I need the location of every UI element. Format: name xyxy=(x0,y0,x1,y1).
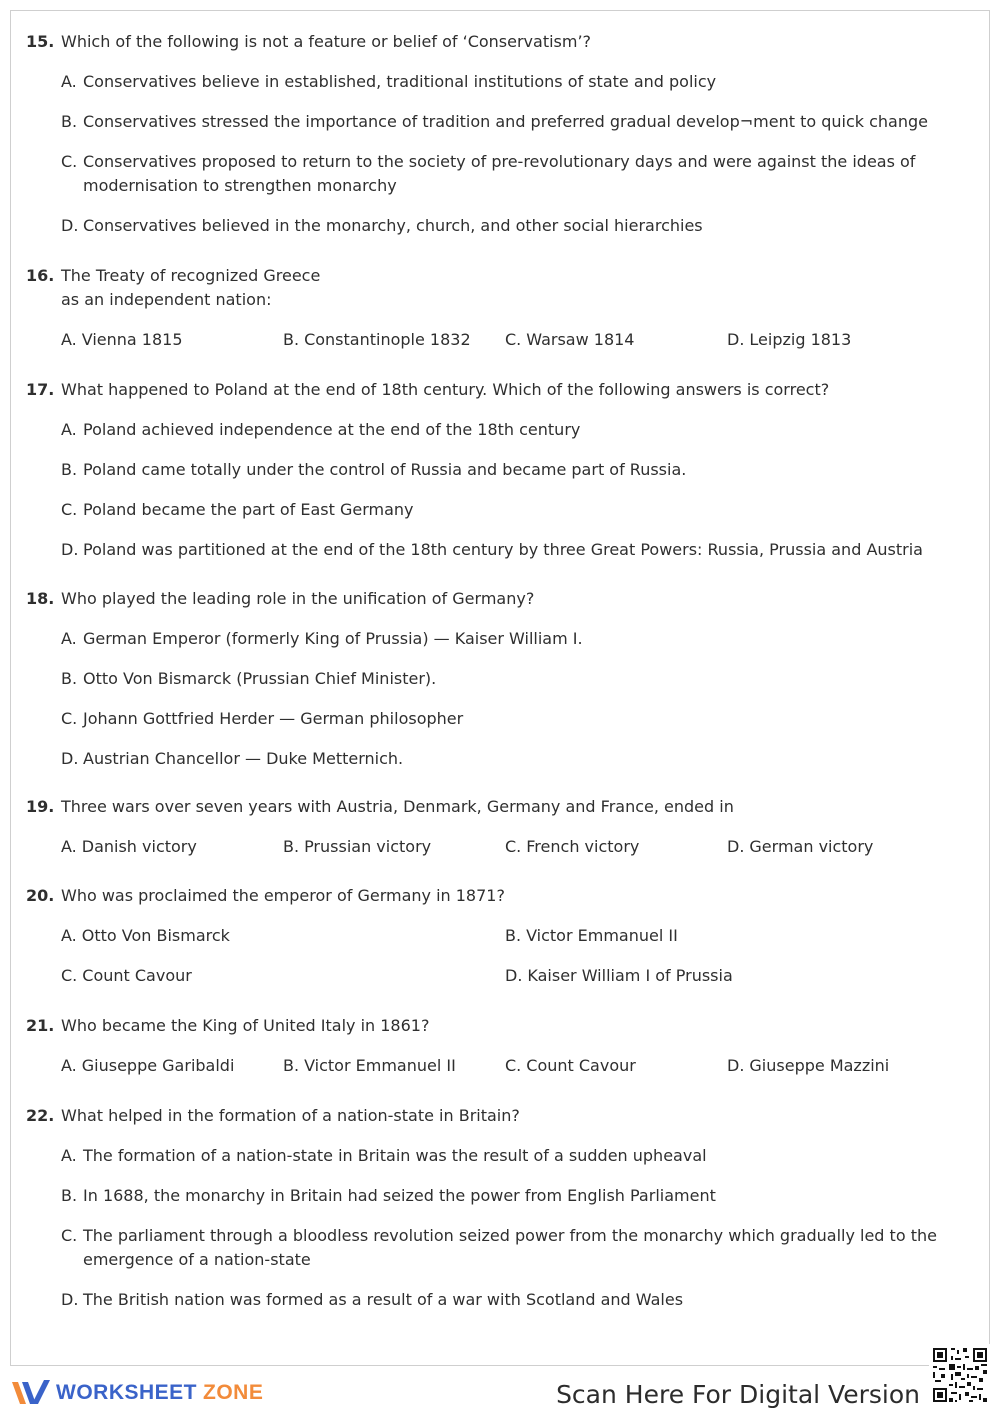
option-a[interactable] xyxy=(61,627,956,651)
option-label: C. xyxy=(61,709,78,728)
question-text-line-1: The Treaty of recognized Greece xyxy=(61,266,321,285)
question-19 xyxy=(26,795,956,859)
option-label: B. xyxy=(61,1186,78,1205)
option-text: Count Cavour xyxy=(526,1056,636,1075)
option-label: D. xyxy=(727,1056,745,1075)
option-text: Otto Von Bismarck (Prussian Chief Minister). xyxy=(83,669,437,688)
option-text: French victory xyxy=(526,837,640,856)
option-text: Conservatives proposed to return to the society of pre-revolutionary days and were against the ideas of modernisation to strengthen monarchy xyxy=(83,152,916,195)
option-label: B. xyxy=(505,926,522,945)
option-label: A. xyxy=(61,629,77,648)
option-text: Constantinople 1832 xyxy=(304,330,471,349)
worksheetzone-logo-icon xyxy=(10,1378,54,1408)
option-a[interactable] xyxy=(61,328,283,352)
option-text: German victory xyxy=(749,837,874,856)
option-label: D. xyxy=(727,330,745,349)
option-label: C. xyxy=(61,1226,78,1245)
option-c[interactable] xyxy=(61,964,505,988)
option-c[interactable] xyxy=(61,1224,956,1272)
option-label: A. xyxy=(61,1146,77,1165)
option-text: Giuseppe Garibaldi xyxy=(81,1056,235,1075)
option-text: Prussian victory xyxy=(304,837,432,856)
option-label: B. xyxy=(283,330,300,349)
option-text: Poland became the part of East Germany xyxy=(83,500,414,519)
option-text: Giuseppe Mazzini xyxy=(749,1056,890,1075)
question-text: What helped in the formation of a nation-state in Britain? xyxy=(61,1106,520,1125)
option-label: C. xyxy=(61,966,78,985)
option-label: A. xyxy=(61,926,77,945)
option-text: Warsaw 1814 xyxy=(526,330,635,349)
question-text-line-2: as an independent nation: xyxy=(61,290,272,309)
option-text: Johann Gottfried Herder — German philosopher xyxy=(83,709,464,728)
question-number: 18. xyxy=(26,589,55,608)
option-b[interactable] xyxy=(61,458,956,482)
question-number: 15. xyxy=(26,32,55,51)
option-a[interactable] xyxy=(61,1144,956,1168)
option-label: D. xyxy=(61,216,79,235)
worksheetzone-logo[interactable] xyxy=(10,1378,263,1408)
option-label: A. xyxy=(61,420,77,439)
option-label: A. xyxy=(61,1056,77,1075)
option-text: Leipzig 1813 xyxy=(749,330,852,349)
option-d[interactable] xyxy=(505,964,949,988)
option-c[interactable] xyxy=(61,707,956,731)
option-label: A. xyxy=(61,72,77,91)
qr-code-icon[interactable] xyxy=(929,1344,991,1406)
option-label: B. xyxy=(283,1056,300,1075)
option-text: Victor Emmanuel II xyxy=(526,926,678,945)
option-c[interactable] xyxy=(505,835,727,859)
option-d[interactable] xyxy=(61,1288,956,1312)
option-c[interactable] xyxy=(61,150,956,198)
option-label: A. xyxy=(61,837,77,856)
option-text: Conservatives believed in the monarchy, church, and other social hierarchies xyxy=(83,216,703,235)
option-text: Conservatives stressed the importance of tradition and preferred gradual develop¬ment to quick change xyxy=(83,112,928,131)
option-a[interactable] xyxy=(61,924,505,948)
option-text: Conservatives believe in established, traditional institutions of state and policy xyxy=(83,72,717,91)
option-b[interactable] xyxy=(283,1054,505,1078)
scan-caption: Scan Here For Digital Version xyxy=(556,1380,920,1409)
option-text: Poland came totally under the control of Russia and became part of Russia. xyxy=(83,460,687,479)
option-label: B. xyxy=(61,669,78,688)
question-text: What happened to Poland at the end of 18th century. Which of the following answers is correct? xyxy=(61,380,830,399)
option-b[interactable] xyxy=(61,667,956,691)
option-text: Poland was partitioned at the end of the 18th century by three Great Powers: Russia, Prussia and Austria xyxy=(83,540,923,559)
option-text: The British nation was formed as a result of a war with Scotland and Wales xyxy=(83,1290,684,1309)
option-d[interactable] xyxy=(727,1054,949,1078)
question-15 xyxy=(26,30,956,238)
option-label: B. xyxy=(61,112,78,131)
option-b[interactable] xyxy=(61,1184,956,1208)
option-a[interactable] xyxy=(61,835,283,859)
question-text: Who was proclaimed the emperor of Germany in 1871? xyxy=(61,886,505,905)
question-20 xyxy=(26,884,956,988)
option-d[interactable] xyxy=(61,747,956,771)
option-text: Vienna 1815 xyxy=(81,330,183,349)
option-d[interactable] xyxy=(61,214,956,238)
question-17 xyxy=(26,378,956,562)
question-22 xyxy=(26,1104,956,1312)
option-label: D. xyxy=(61,540,79,559)
option-label: D. xyxy=(505,966,523,985)
option-text: The formation of a nation-state in Britain was the result of a sudden upheaval xyxy=(83,1146,707,1165)
option-b[interactable] xyxy=(283,328,505,352)
option-c[interactable] xyxy=(505,1054,727,1078)
option-b[interactable] xyxy=(61,110,956,134)
option-c[interactable] xyxy=(505,328,727,352)
option-a[interactable] xyxy=(61,70,956,94)
option-label: A. xyxy=(61,330,77,349)
question-number: 21. xyxy=(26,1016,55,1035)
question-text: Who became the King of United Italy in 1861? xyxy=(61,1016,430,1035)
question-text: Three wars over seven years with Austria, Denmark, Germany and France, ended in xyxy=(61,797,734,816)
option-text: Victor Emmanuel II xyxy=(304,1056,456,1075)
option-text: Kaiser William I of Prussia xyxy=(527,966,733,985)
option-d[interactable] xyxy=(727,328,949,352)
option-c[interactable] xyxy=(61,498,956,522)
option-a[interactable] xyxy=(61,1054,283,1078)
option-label: D. xyxy=(727,837,745,856)
option-text: Austrian Chancellor — Duke Metternich. xyxy=(83,749,404,768)
option-label: B. xyxy=(283,837,300,856)
question-number: 20. xyxy=(26,886,55,905)
option-label: C. xyxy=(61,500,78,519)
option-label: C. xyxy=(505,1056,522,1075)
question-18 xyxy=(26,587,956,771)
question-number: 17. xyxy=(26,380,55,399)
option-text: Poland achieved independence at the end of the 18th century xyxy=(83,420,581,439)
option-text: German Emperor (formerly King of Prussia) — Kaiser William I. xyxy=(83,629,583,648)
question-text: Who played the leading role in the unification of Germany? xyxy=(61,589,535,608)
option-b[interactable] xyxy=(283,835,505,859)
option-text: In 1688, the monarchy in Britain had seized the power from English Parliament xyxy=(83,1186,716,1205)
question-number: 19. xyxy=(26,797,55,816)
option-label: C. xyxy=(505,330,522,349)
question-16 xyxy=(26,264,956,352)
question-text xyxy=(61,264,956,312)
option-text: The parliament through a bloodless revolution seized power from the monarchy which gradually led to the emergence of a nation-state xyxy=(83,1226,937,1269)
question-number: 22. xyxy=(26,1106,55,1125)
option-label: C. xyxy=(61,152,78,171)
question-number: 16. xyxy=(26,266,55,285)
option-label: D. xyxy=(61,1290,79,1309)
option-text: Danish victory xyxy=(81,837,197,856)
option-label: B. xyxy=(61,460,78,479)
question-21 xyxy=(26,1014,956,1078)
question-text: Which of the following is not a feature or belief of ‘Conservatism’? xyxy=(61,32,592,51)
logo-text-zone: ZONE xyxy=(203,1381,264,1404)
option-text: Count Cavour xyxy=(82,966,192,985)
option-d[interactable] xyxy=(727,835,949,859)
option-label: D. xyxy=(61,749,79,768)
option-d[interactable] xyxy=(61,538,956,562)
option-b[interactable] xyxy=(505,924,949,948)
logo-text-worksheet: WORKSHEET xyxy=(56,1381,197,1404)
option-a[interactable] xyxy=(61,418,956,442)
option-text: Otto Von Bismarck xyxy=(81,926,230,945)
option-label: C. xyxy=(505,837,522,856)
